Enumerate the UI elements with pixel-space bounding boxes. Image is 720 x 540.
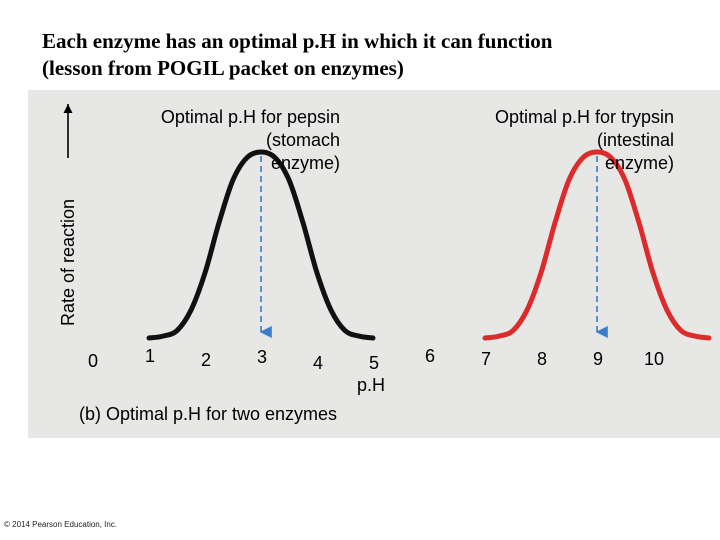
x-tick-label-1: 1 (144, 346, 156, 366)
annotation-pepsin-line-3: enzyme) (270, 153, 340, 173)
curves-layer (149, 152, 709, 338)
x-tick-labels (88, 346, 664, 373)
x-axis-label: p.H (356, 375, 386, 395)
chart-panel (28, 90, 720, 438)
x-tick-label-5: 5 (368, 353, 380, 373)
x-tick-label-9: 9 (592, 349, 604, 369)
annotation-trypsin-line-2: (intestinal (596, 130, 674, 150)
enzyme-ph-chart (28, 90, 720, 438)
annotations-layer (161, 107, 674, 173)
x-tick-label-4: 4 (312, 353, 324, 373)
x-tick-label-10: 10 (643, 349, 665, 369)
annotation-trypsin-line-1: Optimal p.H for trypsin (494, 107, 674, 127)
copyright-text: © 2014 Pearson Education, Inc. (4, 520, 118, 529)
chart-caption: (b) Optimal p.H for two enzymes (78, 404, 338, 424)
annotation-pepsin-line-1: Optimal p.H for pepsin (160, 107, 340, 127)
slide-title-line-2: (lesson from POGIL packet on enzymes) (42, 56, 404, 80)
slide-title (42, 28, 702, 82)
annotation-pepsin-line-2: (stomach (265, 130, 340, 150)
annotation-trypsin-line-3: enzyme) (604, 153, 674, 173)
x-tick-label-0: 0 (87, 351, 99, 371)
x-tick-label-3: 3 (256, 347, 268, 367)
x-tick-label-7: 7 (480, 349, 492, 369)
x-tick-label-8: 8 (536, 349, 548, 369)
y-axis-label: Rate of reaction (58, 198, 78, 326)
slide-title-line-1: Each enzyme has an optimal p.H in which it can function (42, 29, 553, 53)
x-tick-label-2: 2 (200, 350, 212, 370)
x-tick-label-6: 6 (424, 346, 436, 366)
